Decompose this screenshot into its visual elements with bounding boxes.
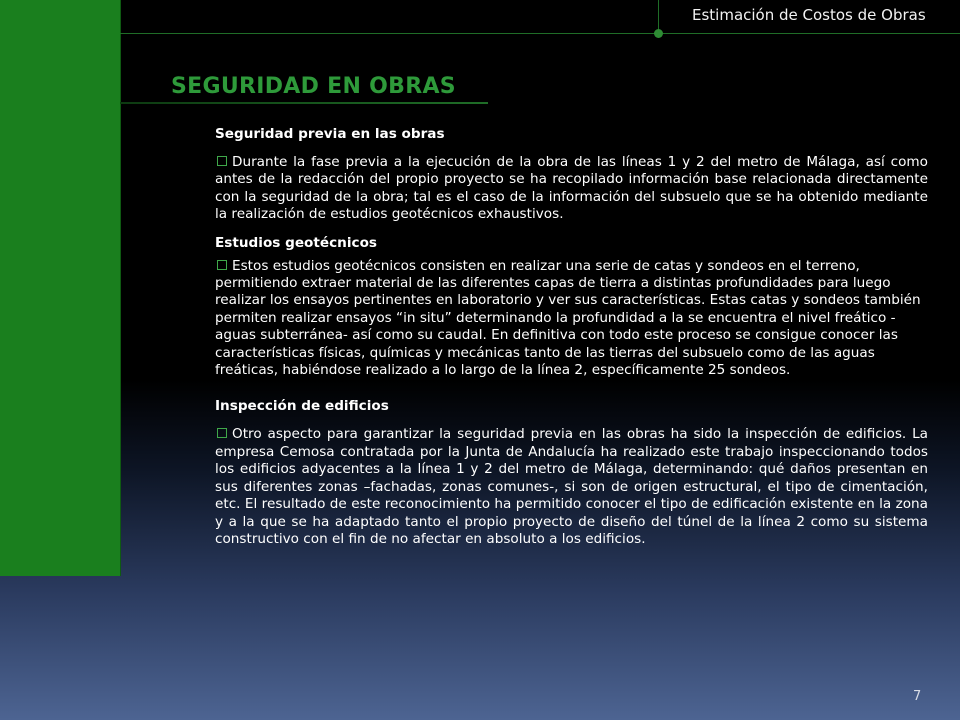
paragraph-text: Otro aspecto para garantizar la seguridad previa en las obras ha sido la inspección de edificios. La empresa Cemosa contratada por la Junta de Andalucía ha realizado este trabajo inspeccionando todos los edificios adyacentes a la línea 1 y 2 del metro de Málaga, determinando: qué daños presentan en sus diferentes zonas –fachadas, zonas comunes-, si son de origen estructural, el tipo de cimentación, etc. El resultado de este reconocimiento ha permitido conocer el tipo de edificación existente en la zona y a la que se ha adaptado tanto el propio proyecto de diseño del túnel de la línea 2 como su sistema constructivo con el fin de no afectar en absoluto a los edificios. <box>215 426 928 547</box>
title-underline <box>120 102 488 104</box>
header-dot-icon <box>654 29 663 38</box>
section-paragraph-inspeccion-edificios <box>215 426 928 548</box>
section-heading-seguridad-previa: Seguridad previa en las obras <box>215 126 445 142</box>
slide-title: SEGURIDAD EN OBRAS <box>171 74 456 99</box>
paragraph-text: Estos estudios geotécnicos consisten en realizar una serie de catas y sondeos en el terreno, permitiendo extraer material de las diferentes capas de tierra a distintas profundidades para luego realizar los ensayos pertinentes en laboratorio y ver sus características. Estas catas y sondeos también permiten realizar ensayos “in situ” determinando la profundidad a la se encuentra el nivel freático -aguas subterránea- así como su caudal. En definitiva con todo este proceso se consigue conocer las características físicas, químicas y mecánicas tanto de las tierras del subsuelo como de las aguas freáticas, habiéndose realizado a lo largo de la línea 2, específicamente 25 sondeos. <box>215 257 921 379</box>
left-accent-bar <box>0 0 121 576</box>
hollow-square-bullet-icon <box>217 156 227 166</box>
section-paragraph-estudios-geotecnicos <box>215 258 928 380</box>
slide-content <box>215 126 928 548</box>
presentation-title: Estimación de Costos de Obras <box>692 6 926 24</box>
section-heading-inspeccion-edificios: Inspección de edificios <box>215 398 389 415</box>
paragraph-text: Durante la fase previa a la ejecución de la obra de las líneas 1 y 2 del metro de Málaga, así como antes de la redacción del propio proyecto se ha recopilado información base relacionada directamente con la seguridad de la obra; tal es el caso de la información del subsuelo que se ha obtenido mediante la realización de estudios geotécnicos exhaustivos. <box>215 154 928 223</box>
section-heading-estudios-geotecnicos: Estudios geotécnicos <box>215 234 377 251</box>
section-paragraph-seguridad-previa <box>215 154 928 224</box>
hollow-square-bullet-icon <box>217 428 227 438</box>
header-divider-line <box>120 33 960 34</box>
page-number: 7 <box>913 689 922 704</box>
hollow-square-bullet-icon <box>217 260 227 270</box>
